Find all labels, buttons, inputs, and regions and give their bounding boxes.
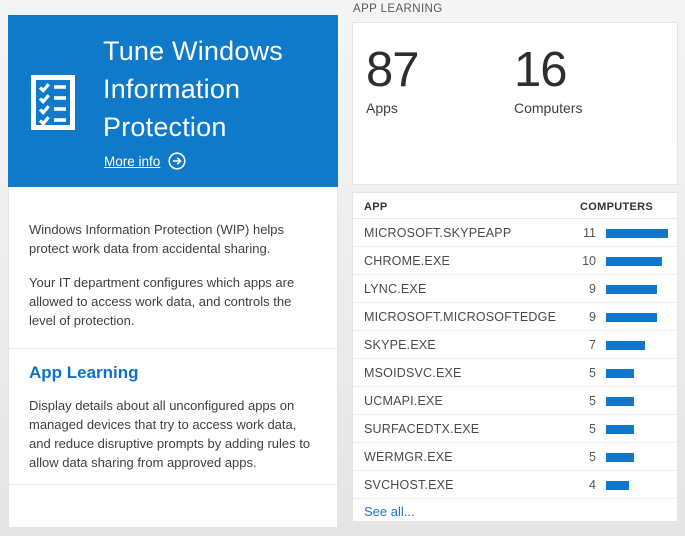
table-row[interactable] — [353, 219, 677, 247]
app-learning-heading: App Learning — [29, 363, 139, 382]
app-name: SVCHOST.EXE — [364, 478, 454, 492]
table-row[interactable] — [353, 415, 677, 443]
table-row[interactable] — [353, 387, 677, 415]
computers-bar — [606, 453, 634, 462]
computers-bar — [606, 341, 645, 350]
stats-card — [352, 22, 678, 185]
panel-title: APP LEARNING — [353, 3, 443, 15]
app-name: UCMAPI.EXE — [364, 394, 444, 408]
computers-stat[interactable] — [514, 45, 582, 116]
app-table-card — [352, 192, 678, 522]
apps-label: Apps — [366, 100, 398, 116]
computers-bar — [606, 425, 634, 434]
tune-wip-card[interactable] — [8, 15, 338, 187]
computers-bar — [606, 481, 629, 490]
wip-description-2: Your IT department configures which apps are allowed to access work data, and controls the level of protection. — [29, 275, 295, 328]
more-info — [104, 152, 186, 170]
divider — [9, 348, 337, 349]
computers-value: 5 — [589, 422, 596, 436]
table-body — [353, 219, 677, 499]
app-learning-description: Display details about all unconfigured apps on managed devices that try to access work data, and reduce disruptive prompts by adding rules to allow data sharing from approved apps. — [29, 398, 311, 470]
app-learning-panel — [352, 0, 678, 536]
computers-value: 5 — [589, 394, 596, 408]
more-info-link[interactable]: More info — [104, 153, 161, 169]
computers-value: 10 — [582, 254, 596, 268]
computers-value: 11 — [583, 226, 596, 240]
arrow-right-circle-icon[interactable] — [168, 152, 186, 170]
table-row[interactable] — [353, 443, 677, 471]
wip-tile — [8, 15, 338, 528]
computers-count: 16 — [514, 43, 567, 97]
app-name: LYNC.EXE — [364, 282, 427, 296]
table-header — [353, 193, 677, 219]
wip-description-1: Windows Information Protection (WIP) helps protect work data from accidental sharing. — [29, 222, 285, 256]
table-row[interactable] — [353, 471, 677, 499]
apps-count: 87 — [366, 43, 419, 97]
apps-stat[interactable] — [366, 45, 419, 116]
computers-value: 7 — [589, 338, 596, 352]
divider — [9, 484, 337, 485]
app-name: MICROSOFT.SKYPEAPP — [364, 226, 512, 240]
computers-value: 5 — [589, 450, 596, 464]
column-header-computers: COMPUTERS — [580, 201, 653, 213]
computers-bar — [606, 257, 662, 266]
computers-bar — [606, 369, 634, 378]
table-row[interactable] — [353, 303, 677, 331]
computers-bar — [606, 229, 668, 238]
table-row[interactable] — [353, 331, 677, 359]
wip-tile-body — [8, 187, 338, 528]
app-name: SKYPE.EXE — [364, 338, 436, 352]
computers-bar — [606, 285, 657, 294]
computers-label: Computers — [514, 100, 583, 116]
see-all-row — [353, 499, 677, 524]
see-all-link[interactable]: See all... — [364, 504, 415, 519]
app-name: MICROSOFT.MICROSOFTEDGE — [364, 310, 557, 324]
app-name: WERMGR.EXE — [364, 450, 453, 464]
table-row[interactable] — [353, 359, 677, 387]
computers-value: 5 — [589, 366, 596, 380]
tile-title: Tune Windows Information Protection — [103, 36, 283, 142]
computers-value: 9 — [589, 282, 596, 296]
checklist-icon — [31, 75, 75, 130]
computers-bar — [606, 397, 634, 406]
table-row[interactable] — [353, 247, 677, 275]
column-header-app: APP — [364, 201, 388, 213]
computers-value: 4 — [589, 478, 596, 492]
table-row[interactable] — [353, 275, 677, 303]
computers-value: 9 — [589, 310, 596, 324]
computers-bar — [606, 313, 657, 322]
app-name: MSOIDSVC.EXE — [364, 366, 462, 380]
app-name: SURFACEDTX.EXE — [364, 422, 480, 436]
app-name: CHROME.EXE — [364, 254, 451, 268]
